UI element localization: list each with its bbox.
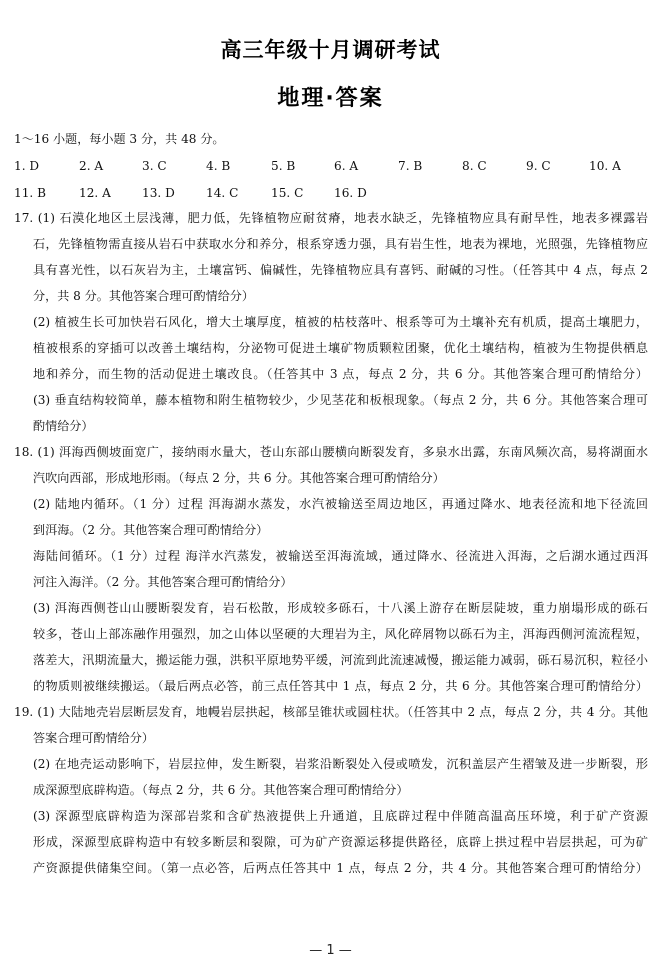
q19-part1-line: 答案合理可酌情给分） <box>33 731 154 745</box>
q17-part3-line: 酌情给分） <box>33 419 94 433</box>
choice-answer: 11. B <box>14 186 46 200</box>
q17-part1-line: 石，先锋植物需直接从岩石中获取水分和养分，根系穿透力强，具有岩生性，地表为裸地，光照强，先锋植物应 <box>33 237 648 251</box>
q18-part2-line: 到洱海。（2 分。其他答案合理可酌情给分） <box>33 523 269 537</box>
choice-answer: 10. A <box>589 159 621 173</box>
choice-answer: 16. D <box>334 186 367 200</box>
q18-part2-line: (2) 陆地内循环。（1 分）过程 洱海湖水蒸发，水汽被输送至周边地区，再通过降水、地表径流和地下径流回 <box>33 497 648 511</box>
q18-part3-line: 的物质则被继续搬运。（最后两点必答，前三点任答其中 1 点，每点 2 分，共 6 分。其他答案合理可酌情给分） <box>33 679 648 693</box>
choice-answer: 4. B <box>206 159 231 173</box>
q18-part3-line: (3) 洱海西侧苍山山腰断裂发育，岩石松散，形成较多砾石，十八溪上游存在断层陡坡，重力崩塌形成的砾石 <box>33 601 648 615</box>
choice-answer: 1. D <box>14 159 40 173</box>
page-subtitle: 地理·答案 <box>277 86 384 111</box>
choice-answer: 15. C <box>271 186 304 200</box>
choice-answer: 2. A <box>79 159 104 173</box>
choice-answer: 5. B <box>271 159 296 173</box>
choice-answer: 12. A <box>79 186 111 200</box>
choice-answer: 13. D <box>142 186 175 200</box>
choice-answer: 8. C <box>462 159 487 173</box>
choice-answer: 6. A <box>334 159 359 173</box>
choice-answer: 7. B <box>398 159 423 173</box>
page-title: 高三年级十月调研考试 <box>220 38 441 62</box>
q19-part2-line: (2) 在地壳运动影响下，岩层拉伸，发生断裂，岩浆沿断裂处入侵或喷发，沉积盖层产生褶皱及进一步断裂，形 <box>33 757 648 771</box>
q18-part3-line: 较多，苍山上部冻融作用强烈，加之山体以坚硬的大理岩为主，风化碎屑物以砾石为主，洱海西侧河流流程短， <box>33 627 648 641</box>
choice-answer: 3. C <box>142 159 167 173</box>
section-note: 1～16 小题，每小题 3 分，共 48 分。 <box>14 132 225 146</box>
q19-part1-line: 19. (1) 大陆地壳岩层断层发育，地幔岩层拱起，核部呈锥状或圆柱状。（任答其中 2 点，每点 2 分，共 4 分。其他 <box>14 705 648 719</box>
q17-part2-line: (2) 植被生长可加快岩石风化，增大土壤厚度，植被的枯枝落叶、根系等可为土壤补充有机质，提高土壤肥力， <box>33 315 648 329</box>
q18-part1-line: 汽吹向西部，形成地形雨。（每点 2 分，共 6 分。其他答案合理可酌情给分） <box>33 471 445 485</box>
q17-part1-line: 17. (1) 石漠化地区土层浅薄，肥力低，先锋植物应耐贫瘠，地表水缺乏，先锋植物应具有耐旱性，地表多裸露岩 <box>14 211 648 225</box>
q18-part2b-line: 海陆间循环。（1 分）过程 海洋水汽蒸发，被输送至洱海流域，通过降水、径流进入洱海，之后湖水通过西洱 <box>33 549 648 563</box>
q18-part1-line: 18. (1) 洱海西侧坡面宽广，接纳雨水量大，苍山东部山腰横向断裂发育，多泉水出露，东南风频次高，易将湖面水 <box>14 445 648 459</box>
page-number: — 1 — <box>309 943 352 958</box>
choice-answer: 9. C <box>526 159 551 173</box>
q18-part2b-line: 河注入海洋。（2 分。其他答案合理可酌情给分） <box>33 575 293 589</box>
q19-part3-line: (3) 深源型底辟构造为深部岩浆和含矿热液提供上升通道，且底辟过程中伴随高温高压环境，利于矿产资源 <box>33 809 648 823</box>
q18-part3-line: 落差大，汛期流量大，搬运能力强，洪积平原地势平缓，河流到此流速减慢，搬运能力减弱，砾石易沉积，粒径小 <box>33 653 648 667</box>
q17-part3-line: (3) 垂直结构较简单，藤本植物和附生植物较少，少见茎花和板根现象。（每点 2 分，共 6 分。其他答案合理可 <box>33 393 648 407</box>
q19-part3-line: 形成，深源型底辟构造中有较多断层和裂隙，可为矿产资源运移提供路径，底辟上拱过程中岩层拱起，可为矿 <box>33 835 648 849</box>
q19-part3-line: 产资源提供储集空间。（第一点必答，后两点任答其中 1 点，每点 2 分，共 4 分。其他答案合理可酌情给分） <box>33 861 648 875</box>
q19-part2-line: 成深源型底辟构造。（每点 2 分，共 6 分。其他答案合理可酌情给分） <box>33 783 409 797</box>
q17-part1-line: 分，共 8 分。其他答案合理可酌情给分） <box>33 289 254 303</box>
q17-part2-line: 植被根系的穿插可以改善土壤结构，分泌物可促进土壤矿物质颗粒团聚，优化土壤结构，植被为生物提供栖息 <box>33 341 648 355</box>
q17-part1-line: 具有喜光性，以石灰岩为主，土壤富钙、偏碱性，先锋植物应具有喜钙、耐碱的习性。（任答其中 4 点，每点 2 <box>33 263 648 277</box>
choice-answer: 14. C <box>206 186 239 200</box>
q17-part2-line: 地和养分，而生物的活动促进土壤改良。（任答其中 3 点，每点 2 分，共 6 分。其他答案合理可酌情给分） <box>33 367 648 381</box>
